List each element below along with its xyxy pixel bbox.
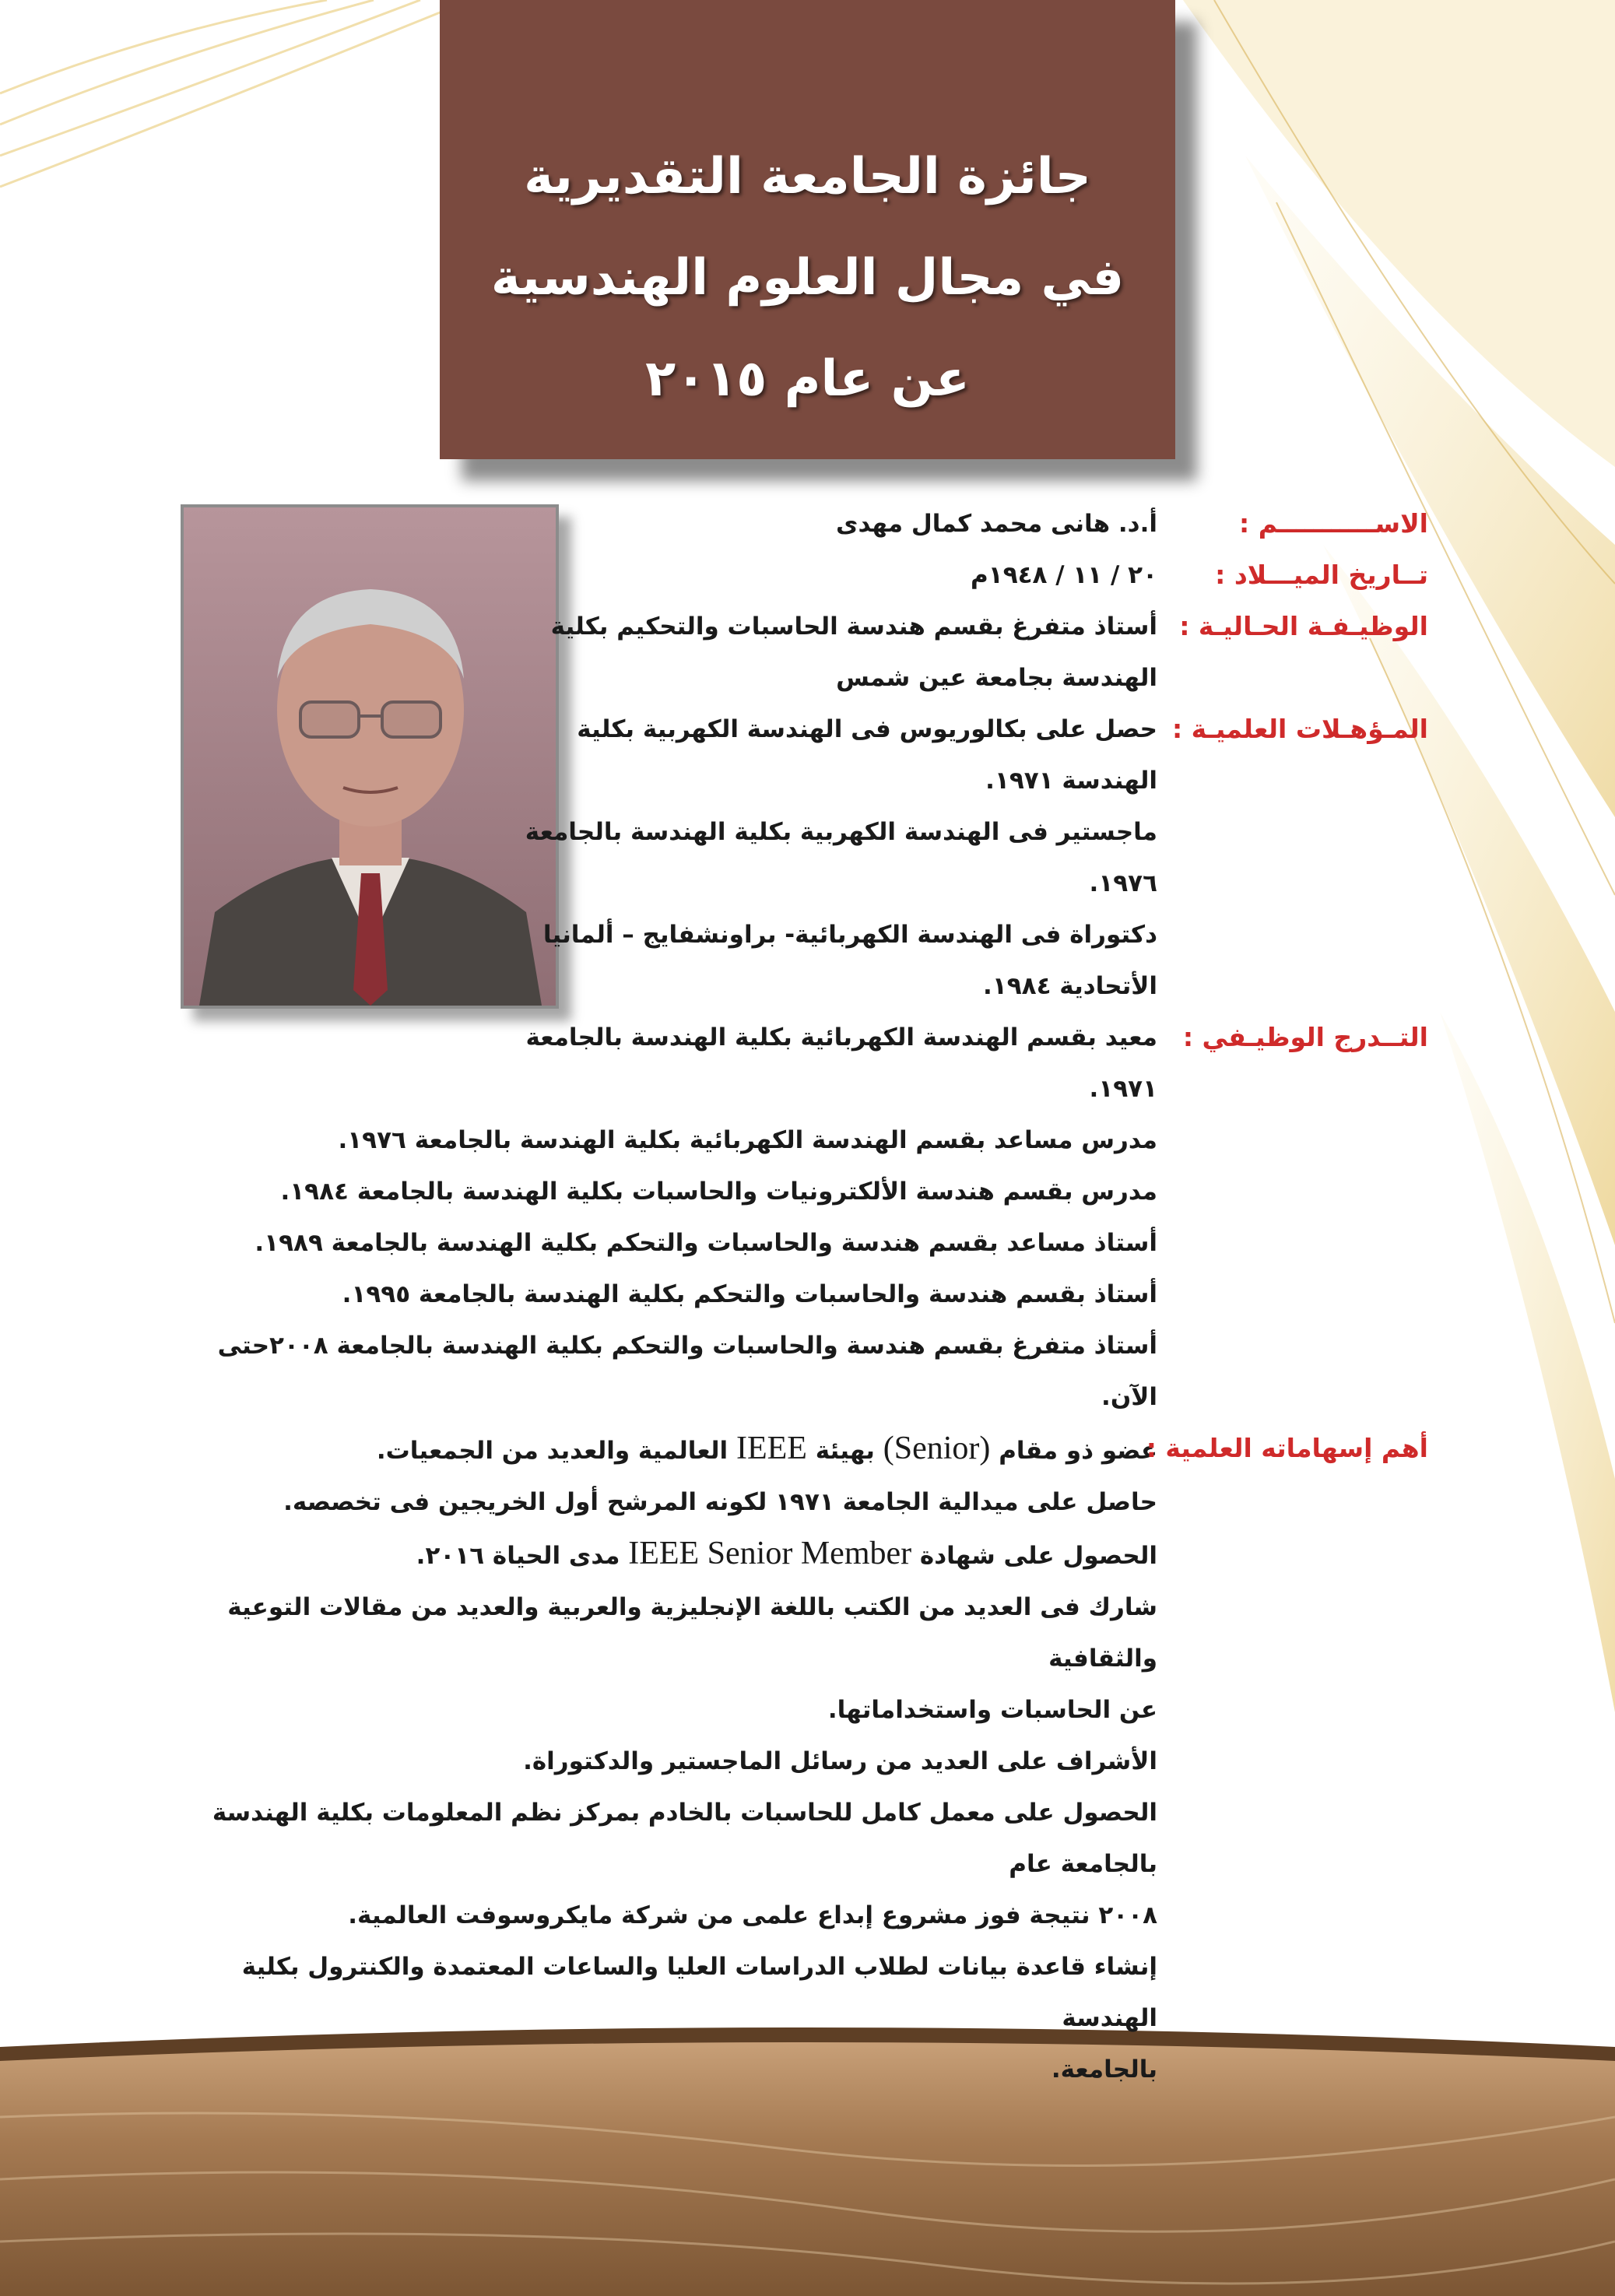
contribution-line: شارك فى العديد من الكتب باللغة الإنجليزية والعربية والعديد من مقالات التوعية والثقافية bbox=[227, 1593, 1157, 1673]
contribution-line bbox=[153, 1423, 1157, 1476]
ieee-term: IEEE bbox=[736, 1431, 807, 1466]
contributions-row bbox=[183, 1423, 1428, 2095]
name-label: الاســـــــــــم : bbox=[1239, 508, 1428, 539]
career-line: ١٩٧١. bbox=[1089, 1075, 1157, 1103]
contributions-label: أهم إسهاماته العلمية : bbox=[1146, 1433, 1428, 1463]
contribution-line: حاصل على ميدالية الجامعة ١٩٧١ لكونه المرشح أول الخريجين فى تخصصه. bbox=[283, 1488, 1157, 1516]
title-line-1: جائزة الجامعة التقديرية bbox=[524, 148, 1091, 205]
birth-label: تــاريخ الميـــلاد : bbox=[1215, 560, 1428, 590]
qualification-line: الهندسة ١٩٧١. bbox=[985, 767, 1157, 795]
contribution-line: إنشاء قاعدة بيانات لطلاب الدراسات العليا والساعات المعتمدة والكنترول بكلية الهندسة bbox=[241, 1953, 1157, 2032]
birth-row bbox=[183, 549, 1428, 601]
qualifications-label: المـؤهـلات العلميـة : bbox=[1171, 714, 1428, 744]
qualifications-row bbox=[183, 704, 1428, 1012]
contribution-line: عن الحاسبات واستخداماتها. bbox=[827, 1696, 1157, 1724]
career-line: أستاذ بقسم هندسة والحاسبات والتحكم بكلية الهندسة بالجامعة ١٩٩٥. bbox=[342, 1280, 1157, 1308]
job-line: الهندسة بجامعة عين شمس bbox=[836, 664, 1157, 692]
career-line: أستاذ مساعد بقسم هندسة والحاسبات والتحكم بكلية الهندسة بالجامعة ١٩٨٩. bbox=[255, 1229, 1157, 1257]
qualification-line: حصل على بكالوريوس فى الهندسة الكهربية بكلية bbox=[577, 715, 1157, 743]
contribution-line: الأشراف على العديد من رسائل الماجستير والدكتوراة. bbox=[523, 1747, 1157, 1775]
qualification-line: ماجستير فى الهندسة الكهربية بكلية الهندسة بالجامعة bbox=[525, 818, 1157, 846]
contribution-text: بهيئة bbox=[815, 1437, 875, 1465]
career-line: مدرس مساعد بقسم الهندسة الكهربائية بكلية الهندسة بالجامعة ١٩٧٦. bbox=[338, 1126, 1157, 1154]
contribution-line: بالجامعة. bbox=[1051, 2056, 1157, 2084]
cv-content bbox=[183, 498, 1428, 2095]
career-row bbox=[183, 1012, 1428, 1423]
qualification-line: ١٩٧٦. bbox=[1089, 869, 1157, 897]
title-line-2: في مجال العلوم الهندسية bbox=[490, 249, 1125, 307]
senior-term: (Senior) bbox=[883, 1431, 991, 1466]
title-banner bbox=[440, 0, 1175, 459]
contribution-line: ٢٠٠٨ نتيجة فوز مشروع إبداع علمى من شركة مايكروسوفت العالمية. bbox=[348, 1901, 1157, 1929]
ieee-senior-member-term: IEEE Senior Member bbox=[628, 1536, 912, 1571]
career-line: معيد بقسم الهندسة الكهربائية بكلية الهندسة بالجامعة bbox=[525, 1023, 1157, 1051]
career-line: مدرس بقسم هندسة الألكترونيات والحاسبات بكلية الهندسة بالجامعة ١٩٨٤. bbox=[280, 1178, 1157, 1206]
career-line: أستاذ متفرغ بقسم هندسة والحاسبات والتحكم بكلية الهندسة بالجامعة ٢٠٠٨حتى الآن. bbox=[217, 1332, 1157, 1411]
name-value: أ.د. هانى محمد كمال مهدى bbox=[836, 510, 1157, 538]
contribution-text: عضو ذو مقام bbox=[999, 1437, 1157, 1465]
job-label: الوظيـفـة الحـاليـة : bbox=[1179, 611, 1428, 641]
birth-value: ٢٠ / ١١ / ١٩٤٨م bbox=[971, 561, 1157, 589]
contribution-text: العالمية والعديد من الجمعيات. bbox=[376, 1437, 729, 1465]
qualification-line: دكتوراة فى الهندسة الكهربائية- براونشفايج – ألمانيا bbox=[542, 921, 1157, 949]
career-label: التــدرج الوظيـفي : bbox=[1182, 1022, 1428, 1052]
job-row bbox=[183, 601, 1428, 704]
contribution-text: الحصول على شهادة bbox=[919, 1542, 1157, 1570]
contribution-line: الحصول على معمل كامل للحاسبات بالخادم بمركز نظم المعلومات بكلية الهندسة بالجامعة عام bbox=[212, 1799, 1157, 1878]
contribution-text: مدى الحياة ٢٠١٦. bbox=[416, 1542, 620, 1570]
title-line-3: عن عام ٢٠١٥ bbox=[645, 350, 970, 408]
qualification-line: الأتحادية ١٩٨٤. bbox=[983, 972, 1157, 1000]
contribution-line bbox=[153, 1528, 1157, 1582]
job-line: أستاذ متفرغ بقسم هندسة الحاسبات والتحكيم بكلية bbox=[550, 613, 1157, 641]
name-row bbox=[183, 498, 1428, 549]
